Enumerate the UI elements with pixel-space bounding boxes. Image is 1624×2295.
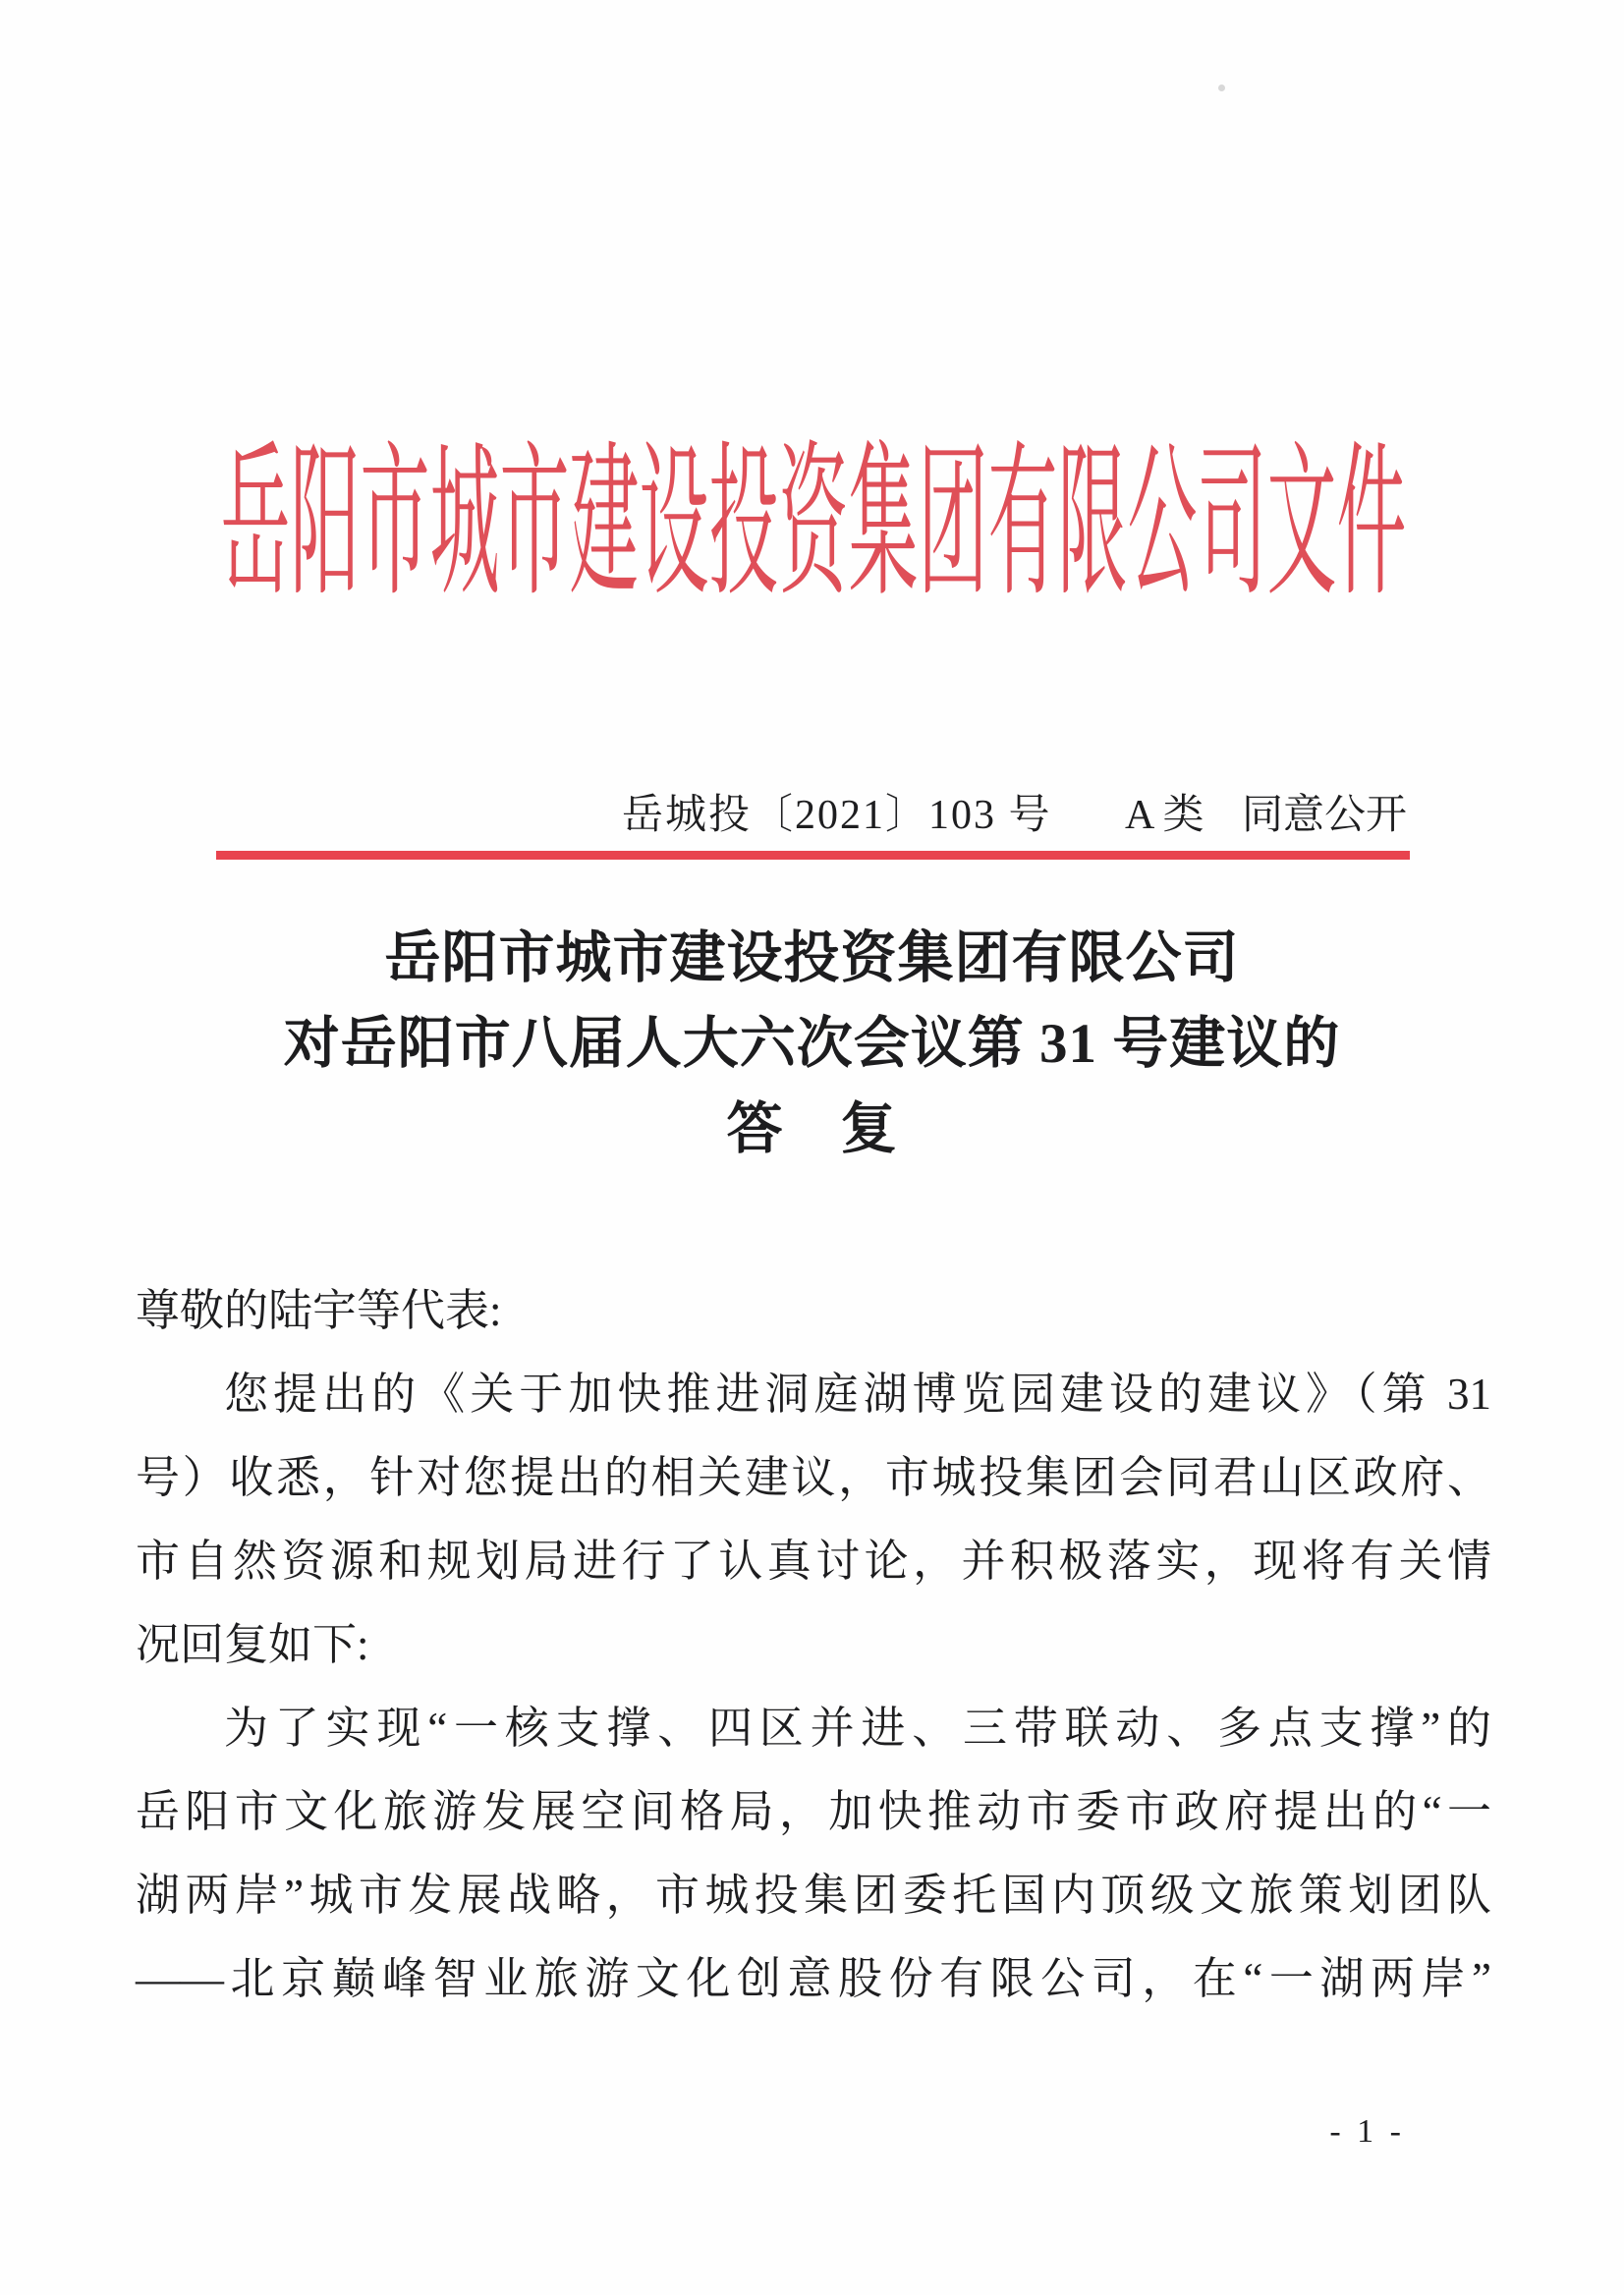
- letterhead-title: 岳阳市城市建设投资集团有限公司文件: [220, 434, 1407, 618]
- scan-artifact: [1218, 84, 1225, 91]
- document-title: [0, 916, 1624, 1172]
- document-title-line3: 答 复: [726, 1098, 898, 1160]
- document-title-line2: 对岳阳市八届人大六次会议第 31 号建议的: [283, 1013, 1341, 1075]
- body-line: 号）收悉，针对您提出的相关建议，市城投集团会同君山区政府、: [136, 1453, 1491, 1502]
- body-line: 为了实现“一核支撑、四区并进、三带联动、多点支撑”的: [224, 1704, 1491, 1753]
- disclosure-label: 同意公开: [1242, 793, 1408, 838]
- document-title-line1: 岳阳市城市建设投资集团有限公司: [384, 927, 1240, 989]
- body-line: 您提出的《关于加快推进洞庭湖博览园建设的建议》（第 31: [224, 1370, 1491, 1419]
- classification-label: A 类: [1125, 793, 1204, 838]
- doc-meta: [1125, 792, 1407, 839]
- body-line: 岳阳市文化旅游发展空间格局，加快推动市委市政府提出的“一: [136, 1787, 1491, 1836]
- body-line: ——北京巅峰智业旅游文化创意股份有限公司，在“一湖两岸”: [136, 1954, 1491, 2003]
- salutation: 尊敬的陆宇等代表:: [136, 1286, 502, 1335]
- red-divider-rule: [216, 851, 1410, 860]
- document-body: [136, 1269, 1491, 2021]
- body-line: 况回复如下:: [136, 1620, 369, 1669]
- body-line: 湖两岸”城市发展战略，市城投集团委托国内顶级文旅策划团队: [136, 1871, 1491, 1920]
- page-number: - 1 -: [1329, 2113, 1405, 2150]
- doc-number: 岳城投〔2021〕103 号: [622, 793, 1052, 838]
- body-line: 市自然资源和规划局进行了认真讨论，并积极落实，现将有关情: [136, 1537, 1491, 1586]
